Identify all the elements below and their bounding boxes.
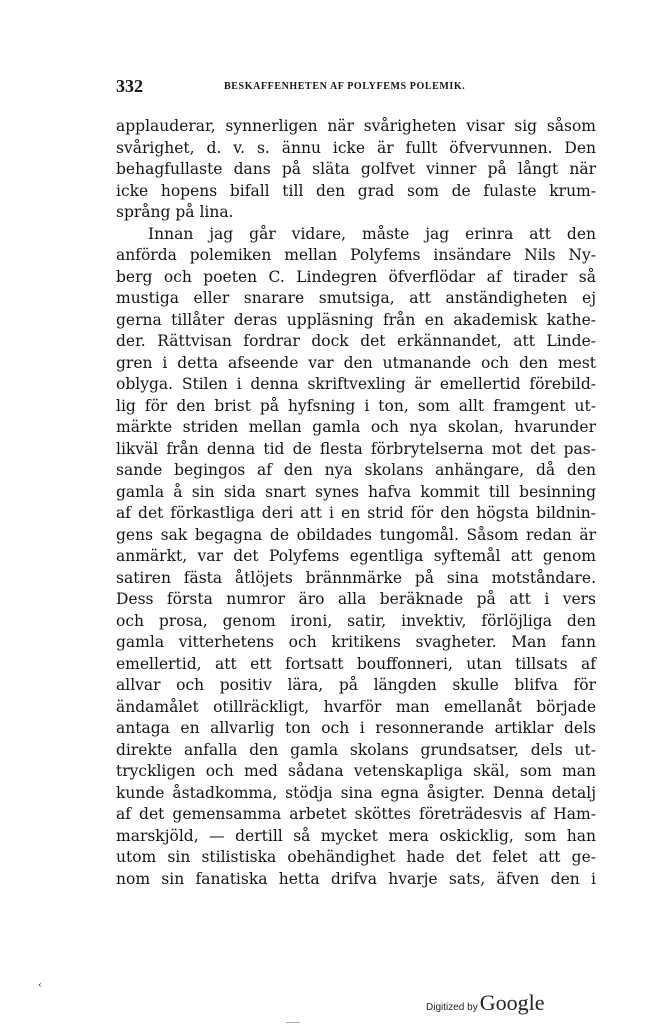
- text-line: gens sak begagna de obildades tungomål. Såsom redan är: [116, 525, 596, 544]
- text-line: gren i detta afseende var den utmanande och den mest: [116, 353, 596, 372]
- google-watermark: [426, 990, 544, 1020]
- text-line: der. Rättvisan fordrar dock det erkännandet, att Linde-: [116, 332, 596, 350]
- text-line: applauderar, synnerligen när svårigheten visar sig såsom: [116, 117, 596, 135]
- text-line: Innan jag går vidare, måste jag erinra att den: [148, 224, 596, 243]
- text-line: direkte anfalla den gamla skolans grundsatser, dels ut-: [116, 740, 596, 759]
- text-line: språng på lina.: [116, 203, 234, 221]
- text-line: af det förkastliga deri att i en strid för den högsta bildnin-: [116, 504, 596, 522]
- text-line: af det gemensamma arbetet sköttes företrädesvis af Ham-: [116, 805, 596, 823]
- scan-artifact-dash: [286, 1022, 300, 1023]
- body-text: [116, 116, 596, 890]
- text-line: ändamålet otillräckligt, hvarför man emellanåt började: [116, 697, 596, 716]
- text-line: sande begingos af den nya skolans anhängare, då den: [116, 461, 596, 479]
- running-head: BESKAFFENHETEN AF POLYFEMS POLEMIK.: [224, 81, 466, 92]
- text-line: märkte striden mellan gamla och nya skolan, hvarunder: [116, 418, 596, 436]
- digitized-by-label: Digitized by: [426, 1002, 478, 1013]
- text-line: och prosa, genom ironi, satir, invektiv, förlöjliga den: [116, 611, 596, 630]
- page-header: [116, 76, 596, 96]
- text-line: svårighet, d. v. s. ännu icke är fullt öfvervunnen. Den: [116, 138, 596, 157]
- text-line: berg och poeten C. Lindegren öfverflödar af tirader så: [116, 267, 596, 286]
- text-line: icke hopens bifall till den grad som de fulaste krum-: [116, 181, 596, 200]
- text-line: gamla å sin sida snart synes hafva kommit till besinning: [116, 482, 596, 501]
- text-line: antaga en allvarlig ton och i resonnerande artiklar dels: [116, 719, 596, 737]
- google-logo: Google: [479, 990, 545, 1015]
- scan-artifact-mark: ‹: [38, 980, 42, 991]
- text-line: anförda polemiken mellan Polyfems insändare Nils Ny-: [116, 246, 596, 264]
- text-line: behagfullaste dans på släta golfvet vinner på långt när: [116, 160, 596, 178]
- text-line: anmärkt, var det Polyfems egentliga syftemål att genom: [116, 547, 596, 565]
- text-line: Dess första numror äro alla beräknade på att i vers: [116, 590, 596, 608]
- text-line: lig för den brist på hyfsning i ton, som allt framgent ut-: [116, 396, 596, 415]
- text-line: gerna tillåter deras uppläsning från en akademisk kathe-: [116, 310, 596, 329]
- text-line: marskjöld, — dertill så mycket mera oskicklig, som han: [116, 826, 596, 845]
- text-line: utom sin stilistiska obehändighet hade det felet att ge-: [116, 848, 596, 866]
- text-line: satiren fästa åtlöjets brännmärke på sina motståndare.: [116, 568, 596, 587]
- text-line: allvar och positiv lära, på längden skulle blifva för: [116, 676, 596, 694]
- text-line: nom sin fanatiska hetta drifva hvarje sats, äfven den i: [116, 869, 596, 888]
- text-line: emellertid, att ett fortsatt bouffonneri, utan tillsats af: [116, 654, 596, 673]
- text-line: likväl från denna tid de flesta förbrytelserna mot det pas-: [116, 439, 596, 458]
- text-line: tryckligen och med sådana vetenskapliga skäl, som man: [116, 762, 596, 780]
- text-line: mustiga eller snarare smutsiga, att anständigheten ej: [116, 289, 596, 307]
- text-line: gamla vitterhetens och kritikens svagheter. Man fann: [116, 633, 596, 651]
- page-number: 332: [116, 76, 143, 96]
- text-line: oblyga. Stilen i denna skriftvexling är emellertid förebild-: [116, 375, 596, 393]
- text-line: kunde åstadkomma, stödja sina egna åsigter. Denna detalj: [116, 783, 596, 802]
